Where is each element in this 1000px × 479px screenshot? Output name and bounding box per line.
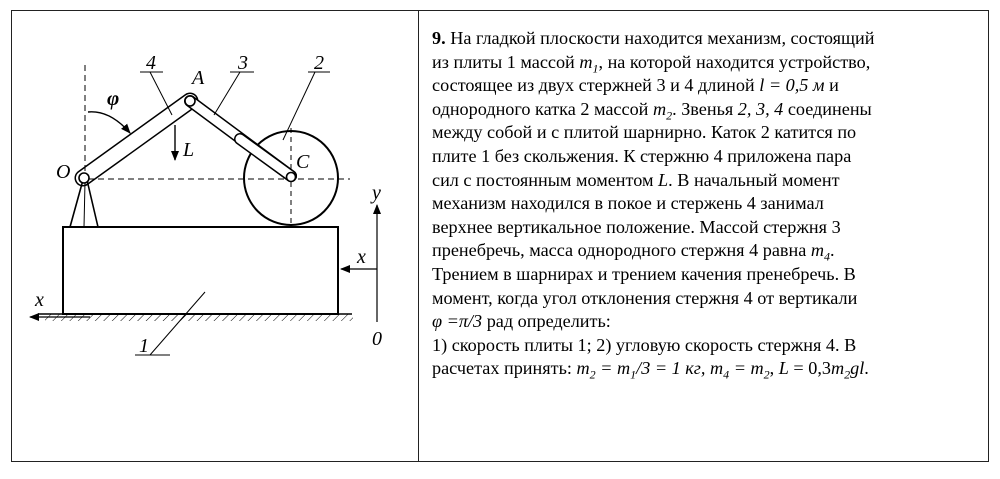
line-9-seg-3: . <box>829 240 835 261</box>
line-5-seg-0: плите 1 без скольжения. К стержню 4 приложена пара <box>432 145 852 166</box>
line-10-seg-0: Трением в шарнирах и трением качения пренебречь. В <box>432 263 856 284</box>
line-14-seg-12: , <box>769 358 779 379</box>
pivot-support <box>70 180 98 227</box>
line-12-seg-1: рад определить: <box>482 311 611 332</box>
label-x-left: x <box>35 289 44 311</box>
problem-line-8 <box>432 216 978 240</box>
label-0: 0 <box>372 328 382 350</box>
leader-4-diag <box>150 72 172 115</box>
line-1-seg-2: 1 <box>592 61 599 76</box>
problem-line-7 <box>432 192 978 216</box>
line-2-seg-3: и <box>824 75 839 96</box>
label-x-right: x <box>357 246 366 268</box>
line-9-seg-2: 4 <box>823 249 830 264</box>
mechanism-figure <box>12 12 417 460</box>
line-14-seg-7: m <box>710 358 724 379</box>
problem-lines <box>432 51 978 381</box>
line-8-seg-0: верхнее вертикальное положение. Массой стержня 3 <box>432 216 841 237</box>
line-14-seg-17: gl <box>850 358 865 379</box>
frame-right-edge <box>988 10 989 462</box>
line-3-seg-4: 2, 3, 4 <box>737 98 784 119</box>
label-phi: φ <box>107 86 120 110</box>
label-2: 2 <box>314 52 324 74</box>
line-14-seg-0: расчетах принять: <box>432 358 577 379</box>
line-14-seg-2: 2 <box>589 367 596 382</box>
problem-line-0 <box>432 27 978 51</box>
problem-line-1 <box>432 51 978 75</box>
hinge-O <box>79 173 89 183</box>
problem-line-2 <box>432 74 978 98</box>
problem-statement <box>432 27 978 381</box>
label-1: 1 <box>139 335 149 357</box>
line-3-seg-2: 2 <box>666 108 673 123</box>
phi-arc <box>88 112 130 133</box>
problem-line-9 <box>432 239 978 263</box>
line-14-seg-16: 2 <box>844 367 851 382</box>
label-3: 3 <box>238 52 248 74</box>
line-0-text: На гладкой плоскости находится механизм, состоящий <box>450 28 875 48</box>
problem-line-5 <box>432 145 978 169</box>
line-4-seg-0: между собой и с плитой шарнирно. Каток 2 катится по <box>432 122 857 143</box>
line-7-seg-0: механизм находился в покое и стержень 4 занимал <box>432 193 824 214</box>
problem-line-3 <box>432 98 978 122</box>
problem-line-13 <box>432 334 978 358</box>
line-3-seg-5: соединены <box>783 98 872 119</box>
line-2-seg-0: состоящее из двух стержней 3 и 4 длиной <box>432 75 760 96</box>
problem-line-14 <box>432 357 978 381</box>
line-14-seg-10: m <box>750 358 764 379</box>
hinge-C <box>287 173 296 182</box>
line-14-seg-8: 4 <box>723 367 730 382</box>
leader-2-diag <box>283 72 315 140</box>
line-14-seg-15: m <box>830 358 845 379</box>
line-14-seg-4: m <box>617 358 631 379</box>
line-14-seg-13: L <box>778 358 789 379</box>
line-14-seg-9: = <box>729 358 751 379</box>
line-3-seg-0: однородного катка 2 массой <box>432 98 653 119</box>
line-11-seg-0: момент, когда угол отклонения стержня 4 от вертикали <box>432 287 858 308</box>
line-14-seg-1: m <box>576 358 590 379</box>
plate-1 <box>63 227 338 314</box>
hinge-A <box>185 96 195 106</box>
column-separator <box>418 10 419 462</box>
problem-line-6 <box>432 169 978 193</box>
problem-number: 9. <box>432 28 446 48</box>
line-2-seg-1: l <box>759 75 765 96</box>
problem-line-11 <box>432 287 978 311</box>
label-O: O <box>56 161 71 183</box>
ground-hatching <box>45 314 353 321</box>
line-1-seg-0: из плиты 1 массой <box>432 51 580 72</box>
line-9-seg-0: пренебречь, масса однородного стержня 4 равна <box>432 240 811 261</box>
line-6-seg-1: L <box>658 169 669 190</box>
label-4: 4 <box>146 52 156 74</box>
line-12-seg-0: φ =π/3 <box>432 311 483 332</box>
line-3-seg-3: . Звенья <box>672 98 738 119</box>
label-L: L <box>183 139 195 161</box>
line-3-seg-1: m <box>652 98 667 119</box>
line-6-seg-0: сил с постоянным моментом <box>432 169 659 190</box>
problem-line-10 <box>432 263 978 287</box>
line-14-seg-11: 2 <box>763 367 770 382</box>
line-14-seg-6: /3 = 1 кг, <box>636 358 710 379</box>
label-A: A <box>192 67 205 89</box>
line-13-seg-0: 1) скорость плиты 1; 2) угловую скорость стержня 4. В <box>432 334 857 355</box>
problem-line-4 <box>432 121 978 145</box>
line-14-seg-5: 1 <box>630 367 637 382</box>
line-6-seg-2: . В начальный момент <box>668 169 840 190</box>
line-14-seg-3: = <box>595 358 617 379</box>
line-14-seg-18: . <box>864 358 869 379</box>
line-14-seg-14: = 0,3 <box>788 358 831 379</box>
leader-3-diag <box>214 72 240 115</box>
line-2-seg-2: = 0,5 м <box>764 75 825 96</box>
line-1-seg-3: , на которой находится устройство, <box>598 51 871 72</box>
problem-line-12 <box>432 310 978 334</box>
line-1-seg-1: m <box>579 51 593 72</box>
label-C: C <box>296 151 310 173</box>
label-y: y <box>372 182 381 204</box>
line-9-seg-1: m <box>810 240 824 261</box>
